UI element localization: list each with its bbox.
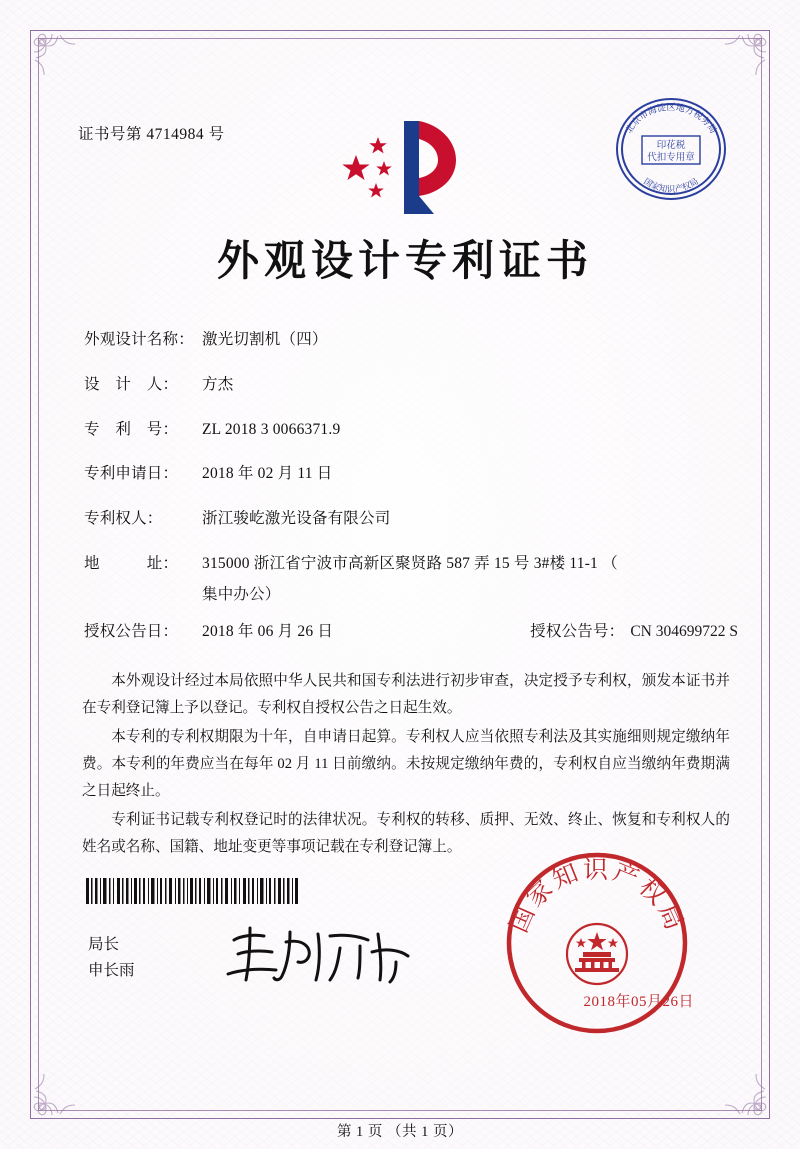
field-label-address: 地 址： xyxy=(84,554,179,572)
field-value-grant-number: CN 304699722 S xyxy=(630,622,738,640)
legal-paragraph-3: 专利证书记载专利权登记时的法律状况。专利权的转移、质押、无效、终止、恢复和专利权人的姓名或名称、国籍、地址变更等事项记载在专利登记簿上。 xyxy=(82,811,730,855)
svg-text:印花税: 印花税 xyxy=(656,140,686,151)
field-label-application-date: 专利申请日： xyxy=(84,465,179,483)
field-value-designer: 方杰 xyxy=(202,375,234,393)
field-grant-info xyxy=(84,620,738,643)
svg-text:国家知识产权局: 国家知识产权局 xyxy=(641,176,701,195)
page-footer: 第 1 页 （共 1 页） xyxy=(336,1124,464,1140)
svg-text:代扣专用章: 代扣专用章 xyxy=(647,152,695,163)
field-value-grant-date: 2018 年 06 月 26 日 xyxy=(202,622,334,640)
field-label-designer: 设 计 人： xyxy=(84,375,179,393)
patent-barcode xyxy=(86,878,298,904)
legal-paragraph-1: 本外观设计经过本局依照中华人民共和国专利法进行初步审查，决定授予专利权，颁发本证书并在专利登记簿上予以登记。专利权自授权公告之日起生效。 xyxy=(82,673,730,716)
field-label-design-name: 外观设计名称： xyxy=(84,331,194,348)
field-value-application-date: 2018 年 02 月 11 日 xyxy=(202,465,333,483)
field-value-address-continued: 集中办公） xyxy=(202,585,281,603)
signature-name: 申长雨 xyxy=(88,961,135,979)
field-value-design-name: 激光切割机（四） xyxy=(202,331,328,348)
certificate-content xyxy=(72,60,738,1089)
legal-text-block xyxy=(82,668,730,863)
certificate-number: 证书号第 4714984 号 xyxy=(78,126,225,143)
field-label-patentee: 专利权人： xyxy=(84,510,163,527)
field-patent-number xyxy=(84,418,738,441)
field-label-grant-date: 授权公告日： xyxy=(84,622,179,640)
handwritten-signature xyxy=(220,918,420,990)
field-design-name xyxy=(84,328,738,351)
field-value-patent-number: ZL 2018 3 0066371.9 xyxy=(202,420,341,438)
cnipa-logo-icon xyxy=(334,115,466,220)
field-address xyxy=(84,552,738,575)
signature-title-label: 局长 xyxy=(88,936,120,953)
signature-block xyxy=(88,932,135,983)
field-value-address: 315000 浙江省宁波市高新区聚贤路 587 弄 15 号 3#楼 11-1 （ xyxy=(202,554,618,572)
field-label-patent-number: 专 利 号： xyxy=(84,420,179,438)
field-list xyxy=(84,328,738,664)
field-patentee xyxy=(84,507,738,530)
field-application-date xyxy=(84,462,738,485)
tax-withholding-stamp-icon xyxy=(612,90,730,208)
field-label-grant-number: 授权公告号： xyxy=(530,622,625,640)
svg-text:北京市海淀区地方税务局: 北京市海淀区地方税务局 xyxy=(624,103,718,136)
legal-paragraph-2: 本专利的专利权期限为十年，自申请日起算。专利权人应当依照专利法及其实施细则规定缴纳年费。本专利的年费应当在每年 02 月 11 日前缴纳。未按规定缴纳年费的，专利权自应当缴纳年费期满之日起终止。 xyxy=(82,728,730,799)
svg-text:国家知识产权局: 国家知识产权局 xyxy=(504,855,690,937)
seal-date: 2018年05月26日 xyxy=(583,994,694,1010)
field-designer xyxy=(84,373,738,396)
field-value-patentee: 浙江骏屹激光设备有限公司 xyxy=(202,510,391,527)
page-title: 外观设计专利证书 xyxy=(216,236,593,285)
